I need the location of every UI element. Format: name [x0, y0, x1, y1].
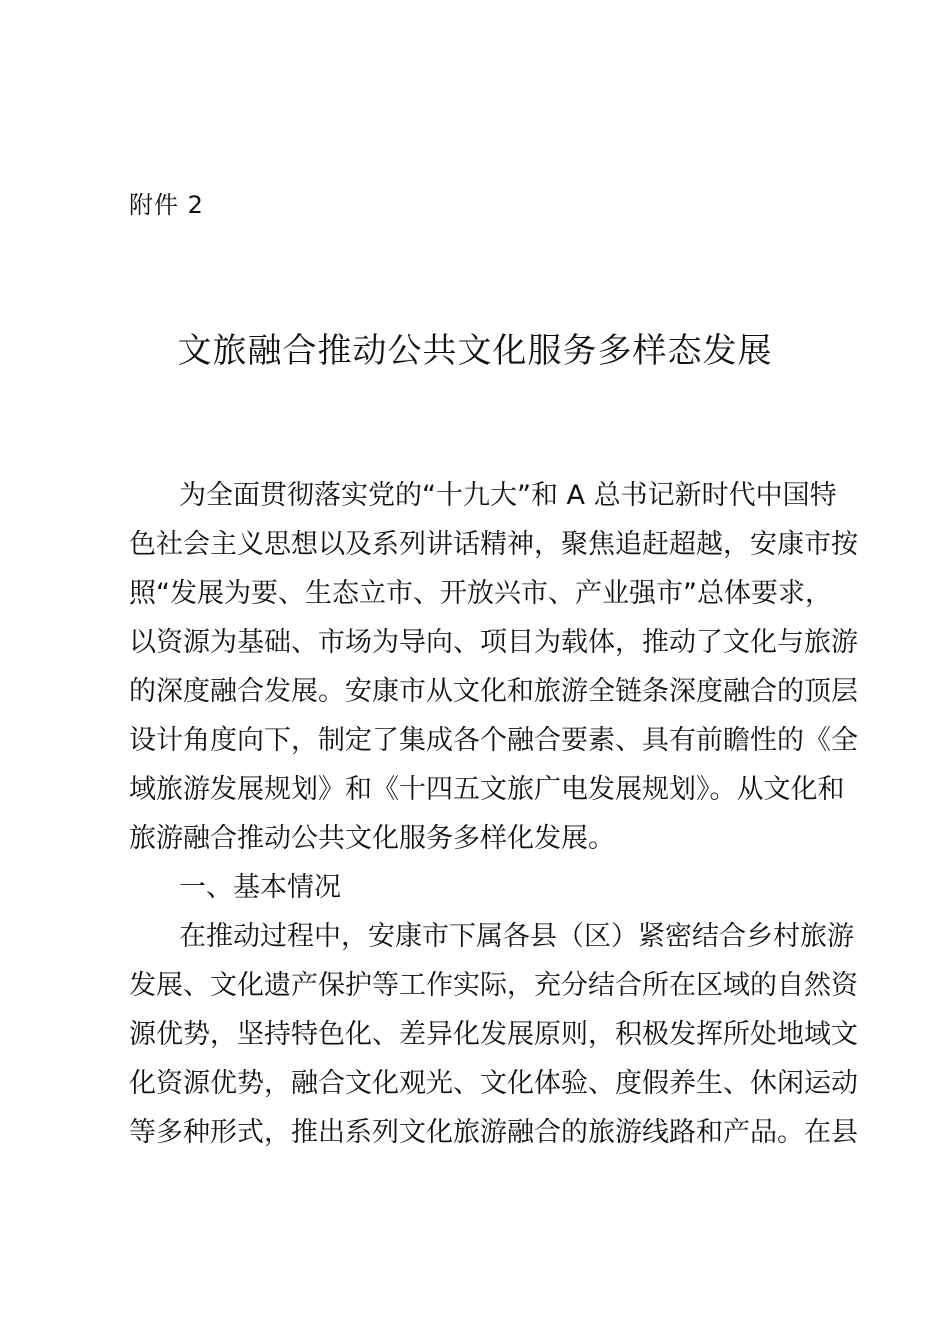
section-heading: 一、基本情况	[179, 872, 341, 903]
paragraph-line: 以资源为基础、市场为导向、项目为载体，推动了文化与旅游	[129, 627, 858, 658]
paragraph-line: 照“发展为要、生态立市、开放兴市、产业强市”总体要求，	[129, 578, 832, 609]
paragraph-line: 设计角度向下，制定了集成各个融合要素、具有前瞻性的《全	[129, 725, 858, 756]
paragraph-line: 在推动过程中，安康市下属各县（区）紧密结合乡村旅游	[179, 921, 854, 952]
paragraph-line: 域旅游发展规划》和《十四五文旅广电发展规划》。从文化和	[129, 774, 845, 805]
document-body	[129, 471, 858, 1157]
paragraph-line: 等多种形式，推出系列文化旅游融合的旅游线路和产品。在县	[129, 1117, 858, 1148]
paragraph-1	[129, 471, 858, 863]
document-title: 文旅融合推动公共文化服务多样态发展	[177, 331, 773, 371]
paragraph-line: 源优势，坚持特色化、差异化发展原则，积极发挥所处地域文	[129, 1019, 858, 1050]
attachment-label: 附件 2	[129, 191, 204, 219]
paragraph-line: 的深度融合发展。安康市从文化和旅游全链条深度融合的顶层	[129, 676, 858, 707]
paragraph-line: 发展、文化遗产保护等工作实际，充分结合所在区域的自然资	[129, 970, 858, 1001]
paragraph-line: 旅游融合推动公共文化服务多样化发展。	[129, 823, 615, 854]
paragraph-line: 化资源优势，融合文化观光、文化体验、度假养生、休闲运动	[129, 1068, 858, 1099]
paragraph-line: 为全面贯彻落实党的“十九大”和 A 总书记新时代中国特	[179, 480, 837, 511]
paragraph-line: 色社会主义思想以及系列讲话精神，聚焦追赶超越，安康市按	[129, 529, 858, 560]
paragraph-2	[129, 912, 858, 1157]
